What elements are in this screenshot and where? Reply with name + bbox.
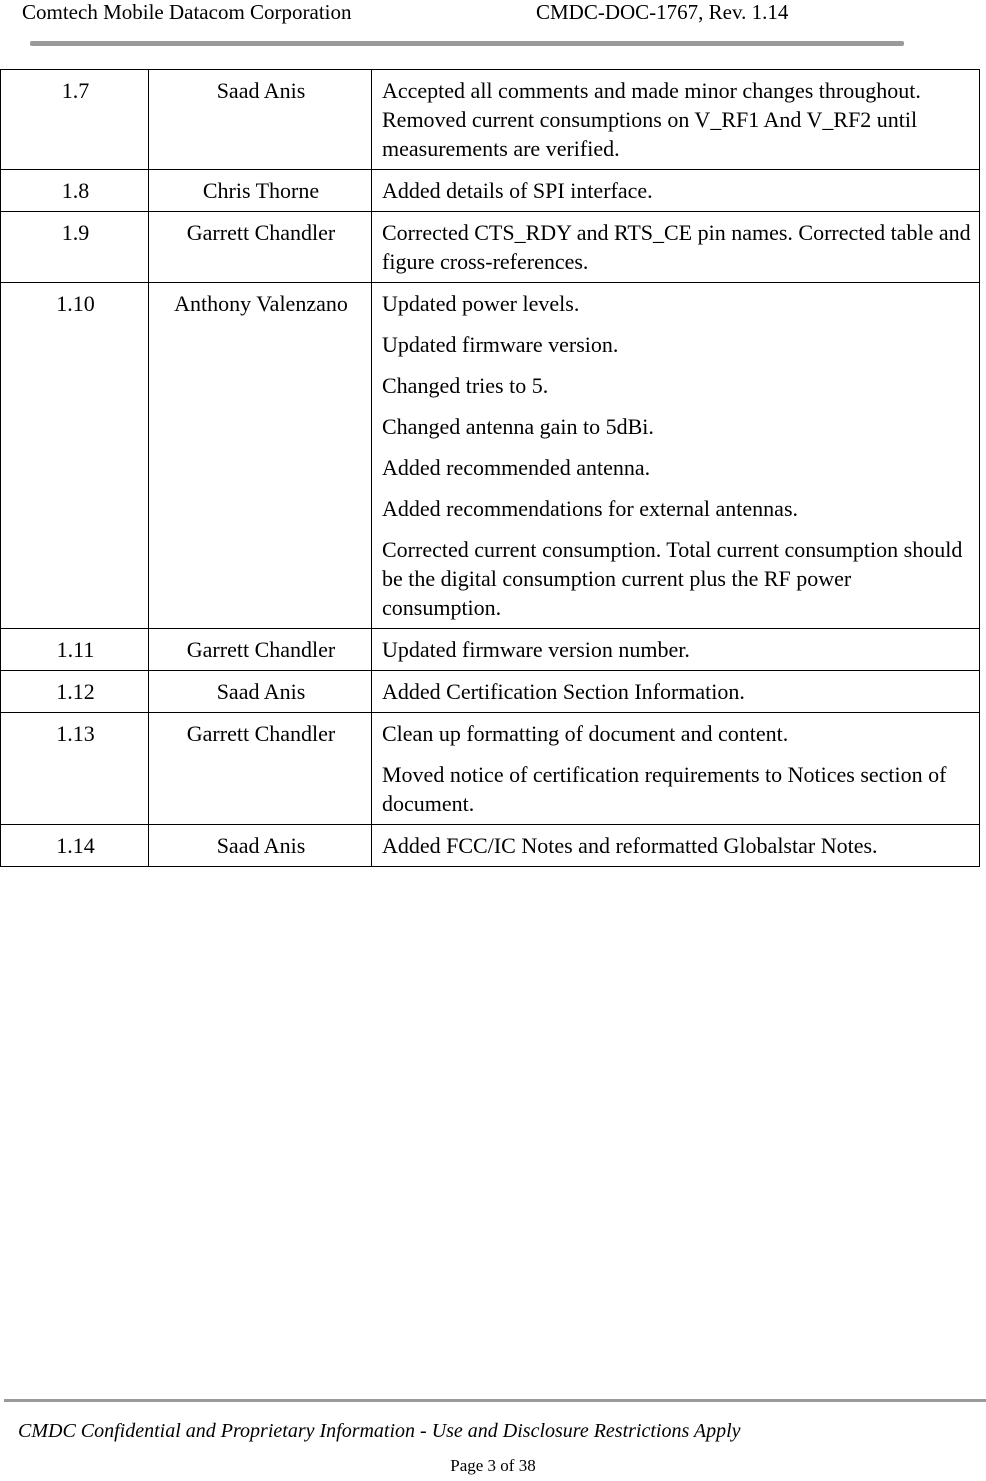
table-row xyxy=(1,671,980,713)
page-header xyxy=(0,0,986,30)
revision-change-item: Moved notice of certification requirements to Notices section of document. xyxy=(382,762,947,816)
revision-description xyxy=(372,283,980,629)
revision-description xyxy=(372,825,980,867)
table-row xyxy=(1,713,980,825)
table-row xyxy=(1,70,980,170)
revision-change-item: Corrected current consumption. Total current consumption should be the digital consumption current plus the RF power consumption. xyxy=(382,537,963,620)
revision-author: Saad Anis xyxy=(149,671,372,713)
document-number: CMDC-DOC-1767, Rev. 1.14 xyxy=(536,0,789,24)
revision-change-item: Updated firmware version number. xyxy=(382,637,690,662)
revision-version: 1.11 xyxy=(1,629,149,671)
revision-change-item: Corrected CTS_RDY and RTS_CE pin names. Corrected table and figure cross-references. xyxy=(382,220,971,274)
company-name: Comtech Mobile Datacom Corporation xyxy=(22,0,352,24)
revision-author: Chris Thorne xyxy=(149,170,372,212)
revision-version: 1.13 xyxy=(1,713,149,825)
revision-version: 1.9 xyxy=(1,212,149,283)
revision-table-body xyxy=(1,70,980,867)
revision-change-item: Added Certification Section Information. xyxy=(382,679,745,704)
revision-version: 1.7 xyxy=(1,70,149,170)
footer-divider xyxy=(4,1399,986,1402)
revision-description xyxy=(372,170,980,212)
page-number: Page 3 of 38 xyxy=(450,1456,536,1475)
revision-version: 1.12 xyxy=(1,671,149,713)
revision-author: Garrett Chandler xyxy=(149,629,372,671)
confidential-notice: CMDC Confidential and Proprietary Information - Use and Disclosure Restrictions Apply xyxy=(18,1420,741,1442)
revision-change-item: Changed antenna gain to 5dBi. xyxy=(382,414,654,439)
revision-description xyxy=(372,212,980,283)
revision-author: Garrett Chandler xyxy=(149,713,372,825)
revision-change-item: Updated firmware version. xyxy=(382,332,619,357)
revision-change-item: Updated power levels. xyxy=(382,291,580,316)
revision-change-item: Clean up formatting of document and content. xyxy=(382,721,789,746)
table-row xyxy=(1,825,980,867)
revision-change-item: Added recommended antenna. xyxy=(382,455,651,480)
revision-author: Saad Anis xyxy=(149,825,372,867)
revision-version: 1.14 xyxy=(1,825,149,867)
revision-description xyxy=(372,671,980,713)
table-row xyxy=(1,629,980,671)
revision-description xyxy=(372,629,980,671)
revision-change-item: Added details of SPI interface. xyxy=(382,178,653,203)
revision-history-table xyxy=(0,69,980,867)
table-row xyxy=(1,170,980,212)
revision-author: Saad Anis xyxy=(149,70,372,170)
revision-change-item: Accepted all comments and made minor changes throughout. Removed current consumptions on V_RF1 And V_RF2 until measurements are verified. xyxy=(382,78,921,161)
header-divider xyxy=(30,41,904,46)
revision-change-item: Added recommendations for external antennas. xyxy=(382,496,799,521)
revision-change-item: Added FCC/IC Notes and reformatted Globalstar Notes. xyxy=(382,833,878,858)
table-row xyxy=(1,212,980,283)
revision-author: Garrett Chandler xyxy=(149,212,372,283)
revision-description xyxy=(372,70,980,170)
table-row xyxy=(1,283,980,629)
revision-description xyxy=(372,713,980,825)
revision-change-item: Changed tries to 5. xyxy=(382,373,549,398)
revision-version: 1.8 xyxy=(1,170,149,212)
revision-author: Anthony Valenzano xyxy=(149,283,372,629)
revision-version: 1.10 xyxy=(1,283,149,629)
